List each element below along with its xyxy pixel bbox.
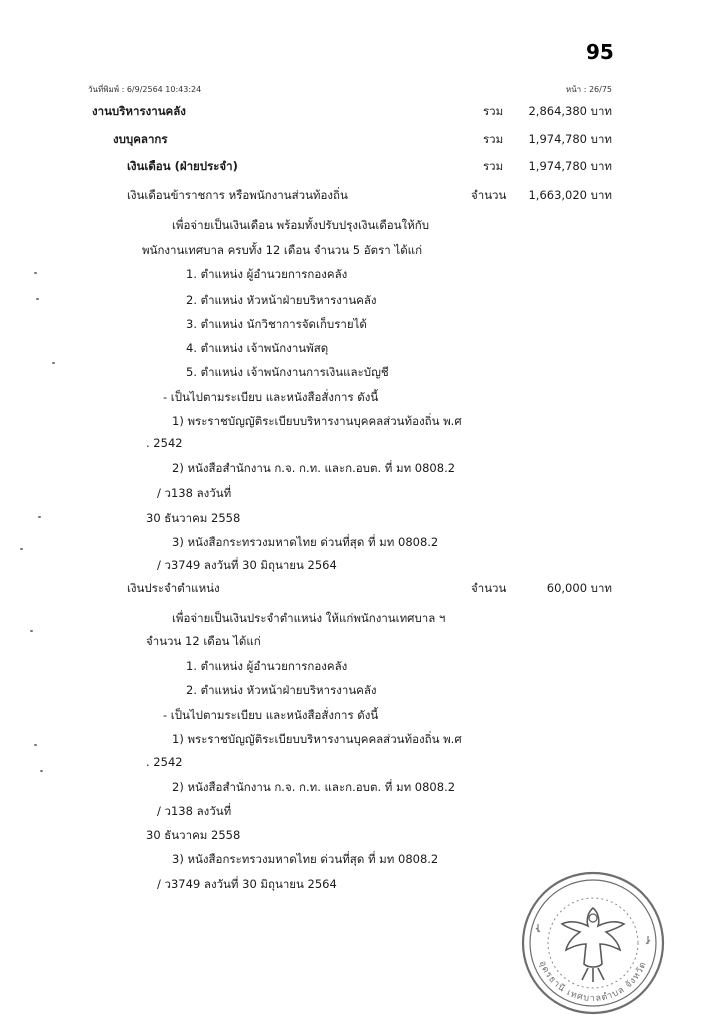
salary-title: เงินเดือนข้าราชการ หรือพนักงานส่วนท้องถิ่น [127,188,348,202]
seal-arc-text: อุดรธานี เทศบาลตำบล จังหวัด [536,959,650,1004]
pospay-ref-3b: / ว3749 ลงวันที่ 30 มิถุนายน 2564 [157,877,337,891]
pospay-ref-2b: / ว138 ลงวันที่ [157,804,232,818]
salary-position-5: 5. ตำแหน่ง เจ้าพนักงานการเงินและบัญชี [186,365,389,379]
scan-speck [36,298,39,300]
l2-amount: 1,974,780 บาท [528,132,612,146]
salary-ref-2a: 2) หนังสือสำนักงาน ก.จ. ก.ท. และก.อบต. ที่ มท 0808.2 [172,461,456,475]
scan-speck [30,630,33,632]
page-number: 95 [586,40,614,64]
svg-text:ตำแหน่งอุดรธานี เทศบาลตำบล จัง [518,868,649,1004]
salary-position-3: 3. ตำแหน่ง นักวิชาการจัดเก็บรายได้ [186,317,367,331]
pospay-ref-1a: 1) พระราชบัญญัติระเบียบบริหารงานบุคคลส่วนท้องถิ่น พ.ศ [172,732,462,746]
scan-speck [52,362,55,364]
salary-position-4: 4. ตำแหน่ง เจ้าพนักงานพัสดุ [186,341,329,355]
salary-ref-2b: / ว138 ลงวันที่ [157,486,232,500]
salary-ref-2c: 30 ธันวาคม 2558 [146,511,241,525]
pospay-position-2: 2. ตำแหน่ง หัวหน้าฝ่ายบริหารงานคลัง [186,683,377,697]
pospay-ref-1b: . 2542 [146,755,183,769]
pospay-ref-2c: 30 ธันวาคม 2558 [146,828,241,842]
l3-amount: 1,974,780 บาท [528,159,612,173]
l1-title: งานบริหารงานคลัง [92,104,186,118]
salary-rule-intro: - เป็นไปตามระเบียบ และหนังสือสั่งการ ดังนี้ [163,390,379,404]
scan-speck [34,272,37,274]
l2-label: รวม [483,132,504,146]
salary-ref-1a: 1) พระราชบัญญัติระเบียบบริหารงานบุคคลส่วนท้องถิ่น พ.ศ [172,414,462,428]
l3-title: เงินเดือน (ฝ่ายประจำ) [127,159,238,173]
pospay-desc-1: เพื่อจ่ายเป็นเงินประจำตำแหน่ง ให้แก่พนักงานเทศบาล ฯ [172,611,446,625]
pospay-amount: 60,000 บาท [546,581,612,595]
salary-ref-3b: / ว3749 ลงวันที่ 30 มิถุนายน 2564 [157,558,337,572]
page-of: หน้า : 26/75 [565,85,612,94]
pospay-ref-3a: 3) หนังสือกระทรวงมหาดไทย ด่วนที่สุด ที่ มท 0808.2 [172,852,439,866]
l1-label: รวม [483,104,504,118]
garuda-seal-icon [518,868,668,1018]
salary-desc-1: เพื่อจ่ายเป็นเงินเดือน พร้อมทั้งปรับปรุงเงินเดือนให้กับ [172,218,430,232]
scan-speck [20,548,23,550]
l3-label: รวม [483,159,504,173]
l2-title: งบบุคลากร [113,132,168,146]
pospay-desc-2: จำนวน 12 เดือน ได้แก่ [146,634,261,648]
salary-ref-3a: 3) หนังสือกระทรวงมหาดไทย ด่วนที่สุด ที่ มท 0808.2 [172,535,439,549]
salary-amount: 1,663,020 บาท [528,188,612,202]
scan-speck [38,516,41,518]
pospay-title: เงินประจำตำแหน่ง [127,581,220,595]
salary-label: จำนวน [471,188,507,202]
l1-amount: 2,864,380 บาท [528,104,612,118]
pospay-rule-intro: - เป็นไปตามระเบียบ และหนังสือสั่งการ ดังนี้ [163,708,379,722]
salary-ref-1b: . 2542 [146,436,183,450]
pospay-position-1: 1. ตำแหน่ง ผู้อำนวยการกองคลัง [186,659,348,673]
print-date: วันที่พิมพ์ : 6/9/2564 10:43:24 [88,85,202,94]
scan-speck [40,770,43,772]
scan-speck [34,744,37,746]
salary-position-2: 2. ตำแหน่ง หัวหน้าฝ่ายบริหารงานคลัง [186,293,377,307]
salary-desc-2: พนักงานเทศบาล ครบทั้ง 12 เดือน จำนวน 5 อัตรา ได้แก่ [142,243,423,257]
salary-position-1: 1. ตำแหน่ง ผู้อำนวยการกองคลัง [186,267,348,281]
garuda-seal [518,868,668,1018]
pospay-ref-2a: 2) หนังสือสำนักงาน ก.จ. ก.ท. และก.อบต. ที่ มท 0808.2 [172,780,456,794]
pospay-label: จำนวน [471,581,507,595]
